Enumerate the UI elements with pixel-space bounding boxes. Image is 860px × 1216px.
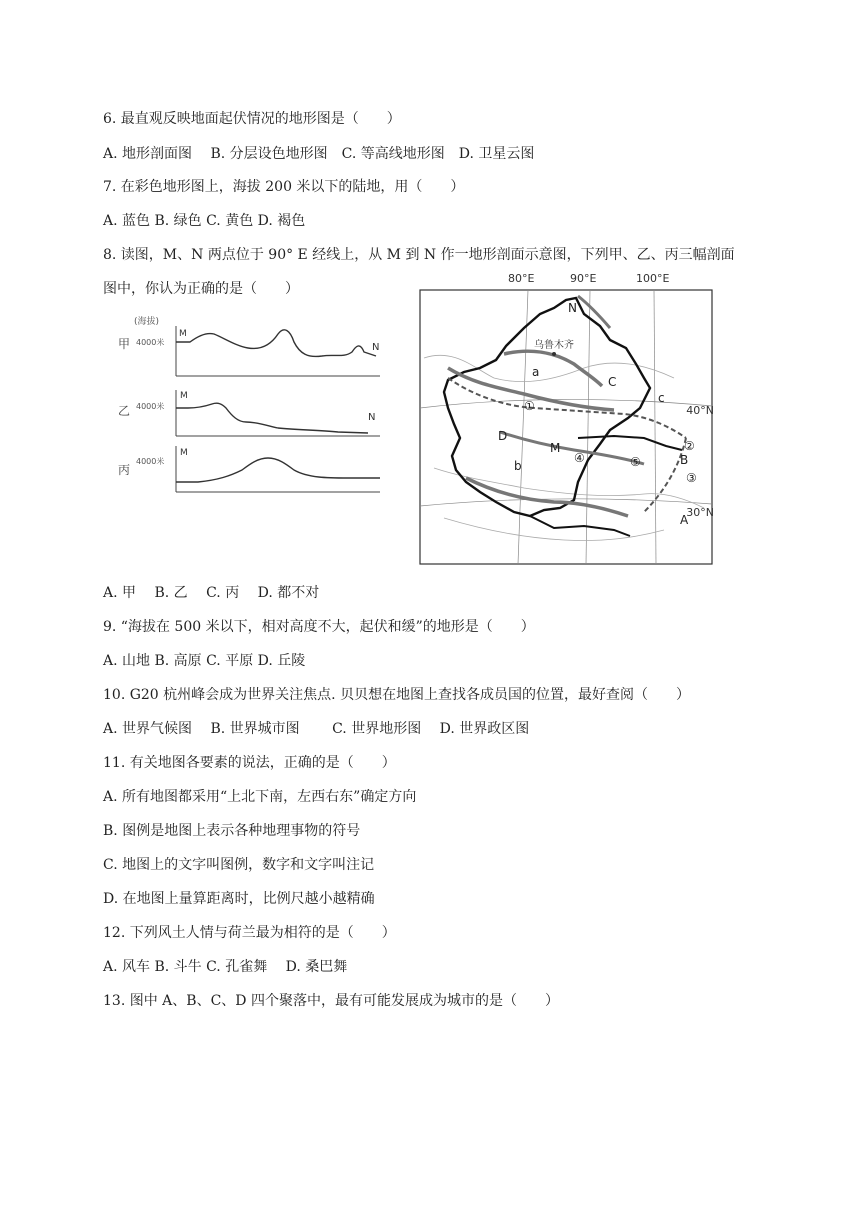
profile-yi-curve — [176, 403, 368, 433]
q6-stem: 6. 最直观反映地面起伏情况的地形图是（ ） — [103, 111, 401, 127]
profile-figures — [118, 312, 384, 496]
city-marker — [552, 352, 556, 356]
profile-jia — [118, 315, 380, 376]
q9-stem: 9. “海拔在 500 米以下，相对高度不大，起伏和缓”的地形是（ ） — [103, 619, 535, 635]
lat-label-30: 30°N — [686, 506, 714, 519]
profile-bing — [118, 446, 380, 492]
lon-label-80: 80°E — [508, 272, 535, 285]
lon-label-90: 90°E — [570, 272, 597, 285]
q7-options: A. 蓝色 B. 绿色 C. 黄色 D. 褐色 — [103, 213, 306, 229]
q8-options: A. 甲 B. 乙 C. 丙 D. 都不对 — [103, 585, 320, 601]
elevation-caption: (海拔) — [134, 317, 160, 327]
map-letter-d-upper: D — [498, 429, 508, 443]
q6-options: A. 地形剖面图 B. 分层设色地形图 C. 等高线地形图 D. 卫星云图 — [103, 146, 535, 162]
profile-yi-m: M — [180, 391, 188, 401]
lat-label-40: 40°N — [686, 404, 714, 417]
profile-jia-tick: 4000米 — [136, 338, 165, 347]
q11-option-c: C. 地图上的文字叫图例，数字和文字叫注记 — [103, 857, 375, 873]
q11-option-b: B. 图例是地图上表示各种地理事物的符号 — [103, 823, 361, 839]
circled-5: ⑤ — [630, 455, 641, 469]
q12-stem: 12. 下列风土人情与荷兰最为相符的是（ ） — [103, 925, 396, 941]
profile-yi-label: 乙 — [118, 404, 131, 418]
map-letter-b-upper: B — [680, 453, 689, 467]
map-letter-a-lower: a — [532, 365, 540, 379]
profile-yi-tick: 4000米 — [136, 402, 165, 411]
q11-stem: 11. 有关地图各要素的说法，正确的是（ ） — [103, 755, 396, 771]
circled-1: ① — [524, 399, 535, 413]
q9-options: A. 山地 B. 高原 C. 平原 D. 丘陵 — [103, 653, 306, 669]
circled-3: ③ — [686, 471, 697, 485]
profile-yi — [118, 390, 380, 436]
circled-2: ② — [684, 439, 695, 453]
profile-bing-curve — [176, 458, 380, 482]
map-letter-m: M — [550, 441, 561, 455]
profile-jia-curve — [176, 330, 376, 357]
profile-bing-m: M — [180, 448, 188, 458]
xinjiang-map — [404, 268, 714, 566]
q7-stem: 7. 在彩色地形图上，海拔 200 米以下的陆地，用（ ） — [103, 179, 465, 195]
map-letter-c-upper: C — [608, 375, 617, 389]
profile-jia-m: M — [179, 329, 187, 339]
circled-4: ④ — [574, 451, 585, 465]
profile-bing-tick: 4000米 — [136, 457, 165, 466]
profile-jia-label: 甲 — [118, 337, 131, 351]
city-label-urumqi: 乌鲁木齐 — [534, 340, 574, 351]
q8-stem-line1: 8. 读图，M、N 两点位于 90° E 经线上，从 M 到 N 作一地形剖面示意图，下列甲、乙、丙三幅剖面 — [103, 247, 735, 263]
q13-stem: 13. 图中 A、B、C、D 四个聚落中，最有可能发展成为城市的是（ ） — [103, 993, 559, 1009]
q10-options: A. 世界气候图 B. 世界城市图 C. 世界地形图 D. 世界政区图 — [103, 721, 530, 737]
lon-label-100: 100°E — [636, 272, 670, 285]
q12-options: A. 风车 B. 斗牛 C. 孔雀舞 D. 桑巴舞 — [103, 959, 348, 975]
profile-bing-label: 丙 — [118, 463, 131, 477]
profile-jia-n: N — [372, 342, 380, 353]
map-letter-b-lower: b — [514, 459, 522, 473]
profile-yi-n: N — [368, 412, 376, 423]
q11-option-a: A. 所有地图都采用“上北下南，左西右东”确定方向 — [103, 789, 417, 805]
q11-option-d: D. 在地图上量算距离时，比例尺越小越精确 — [103, 891, 375, 907]
q8-stem-line2: 图中，你认为正确的是（ ） — [103, 281, 299, 297]
q10-stem: 10. G20 杭州峰会成为世界关注焦点. 贝贝想在地图上查找各成员国的位置，最好查阅（ ） — [103, 687, 691, 703]
map-letter-c-lower: c — [658, 391, 665, 405]
map-letter-n: N — [568, 301, 577, 315]
map-letter-a-upper: A — [680, 513, 689, 527]
